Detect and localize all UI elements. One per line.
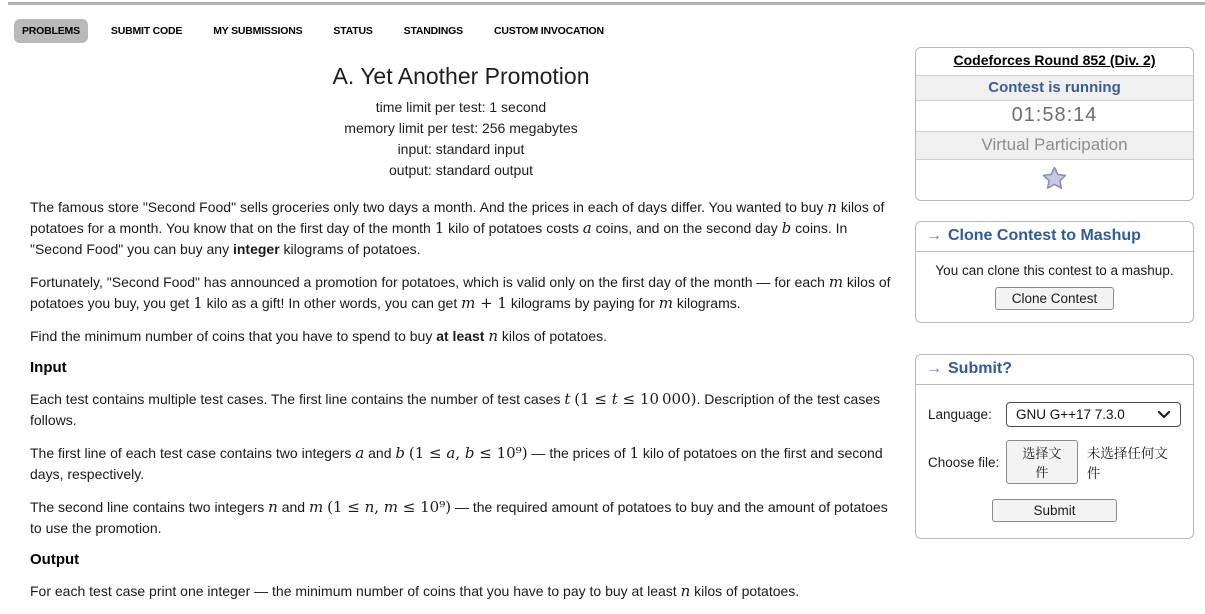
- tab-my-submissions[interactable]: MY SUBMISSIONS: [213, 25, 303, 37]
- contest-status: Contest is running: [916, 76, 1193, 101]
- language-selected-value: GNU G++17 7.3.0: [1016, 407, 1125, 422]
- sidebar: [915, 47, 1194, 539]
- clone-contest-button[interactable]: Clone Contest: [995, 287, 1115, 310]
- problem-title: A. Yet Another Promotion: [332, 63, 590, 89]
- problem-paragraph: Find the minimum number of coins that you have to spend to buy at least n kilos of potatoes.: [30, 327, 607, 345]
- clone-box-body: [916, 263, 1193, 310]
- output-section-heading: Output: [30, 551, 80, 568]
- language-label: Language:: [928, 407, 992, 422]
- input-section-heading: Input: [30, 359, 67, 376]
- tab-submit-code[interactable]: SUBMIT CODE: [110, 25, 183, 37]
- memory-limit: memory limit per test: 256 megabytes: [344, 120, 578, 136]
- language-row: [928, 402, 1181, 427]
- submit-box-heading: [916, 355, 1193, 385]
- problem-paragraph: The second line contains two integers n and m (1 ≤ n, m ≤ 10⁹) — the required amount of potatoes to buy and the amount of potatoes to use the promotion.: [30, 498, 888, 536]
- clone-contest-box: [915, 221, 1194, 323]
- submit-box-title[interactable]: Submit?: [948, 360, 1012, 377]
- favorite-row: [916, 160, 1193, 200]
- language-select[interactable]: [1006, 402, 1181, 427]
- choose-file-button[interactable]: 选择文件: [1006, 440, 1078, 484]
- submit-box: [915, 354, 1194, 539]
- contest-info-box: [915, 47, 1194, 201]
- submit-box-body: [916, 402, 1193, 522]
- problem-limits: [30, 97, 892, 181]
- file-status-text: 未选择任何文件: [1086, 446, 1168, 481]
- contest-countdown: 01:58:14: [916, 101, 1193, 132]
- problem-statement: [30, 0, 892, 614]
- choose-file-label: Choose file:: [928, 454, 1000, 470]
- tab-standings[interactable]: STANDINGS: [403, 25, 463, 37]
- time-limit: time limit per test: 1 second: [375, 99, 547, 115]
- arrow-right-icon: →: [926, 360, 942, 377]
- contest-link[interactable]: Codeforces Round 852 (Div. 2): [953, 52, 1156, 68]
- tab-problems[interactable]: PROBLEMS: [14, 19, 88, 43]
- choose-file-row: [928, 440, 1181, 484]
- problem-paragraph: The first line of each test case contains two integers a and b (1 ≤ a, b ≤ 10⁹) — the prices of 1 kilo of potatoes on the first and second days, respectively.: [30, 444, 883, 482]
- chevron-down-icon: [1157, 410, 1171, 419]
- tab-custom-invocation[interactable]: CUSTOM INVOCATION: [493, 25, 604, 37]
- problem-paragraph: For each test case print one integer — the minimum number of coins that you have to pay to buy at least n kilos of potatoes.: [30, 582, 800, 600]
- output-spec: output: standard output: [389, 162, 533, 178]
- clone-description: You can clone this contest to a mashup.: [935, 263, 1174, 278]
- arrow-right-icon: →: [926, 227, 942, 244]
- star-icon[interactable]: [1041, 165, 1068, 191]
- participation-mode: Virtual Participation: [916, 132, 1193, 160]
- submit-button[interactable]: Submit: [992, 499, 1116, 522]
- problem-paragraph: Each test contains multiple test cases. The first line contains the number of test cases t (1 ≤ t ≤ 10 000). Description of the test cases follows.: [30, 390, 881, 428]
- clone-box-title[interactable]: Clone Contest to Mashup: [948, 227, 1141, 244]
- problem-paragraph: Fortunately, "Second Food" has announced a promotion for potatoes, which is valid only on the first day of the month — for each m kilos of potatoes you buy, you get 1 kilo as a gift! In other words, you can get m + 1 kilograms by paying for m kilograms.: [30, 273, 891, 312]
- input-spec: input: standard input: [397, 141, 525, 157]
- problem-paragraph: The famous store "Second Food" sells groceries only two days a month. And the prices in each of days differ. You wanted to buy n kilos of potatoes for a month. You know that on the first day of the month 1 kilo of potatoes costs a coins, and on the second day b coins. In "Second Food" you can buy any integer kilograms of potatoes.: [30, 198, 885, 257]
- tab-status[interactable]: STATUS: [333, 25, 373, 37]
- contest-title-row: [916, 48, 1193, 76]
- clone-box-heading: [916, 222, 1193, 252]
